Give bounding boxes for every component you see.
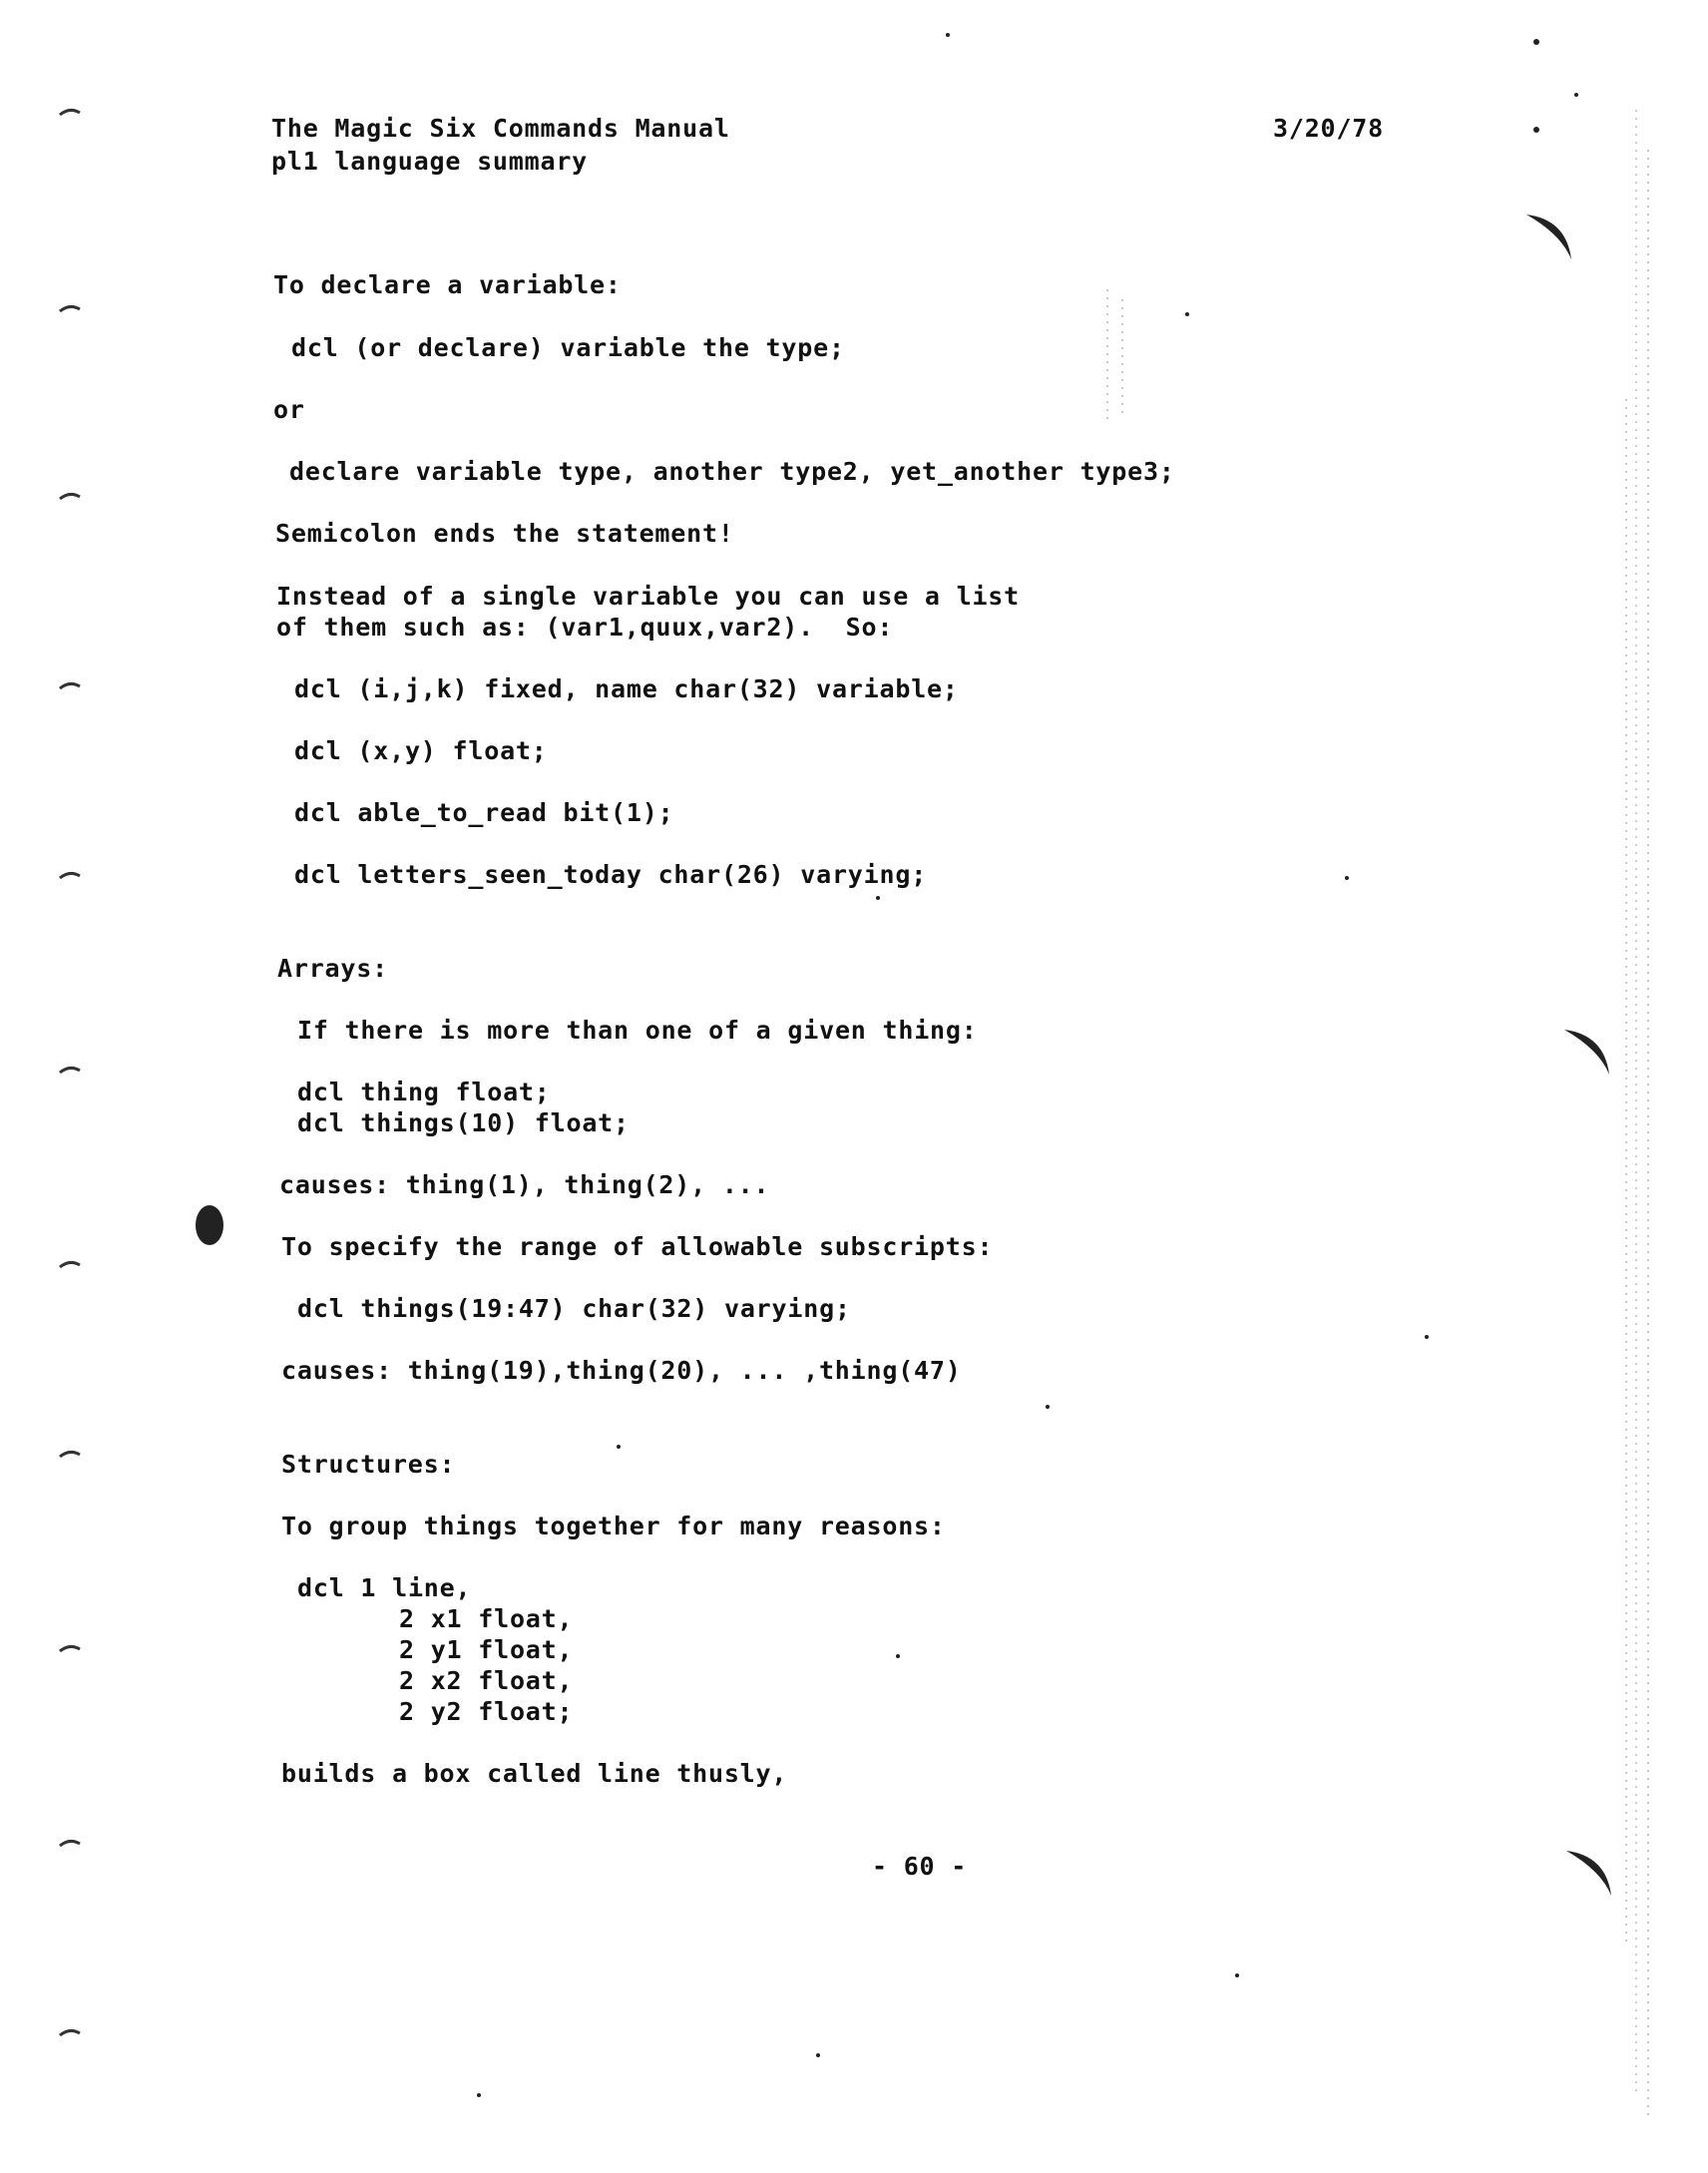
declare-multi-line: declare variable type, another type2, yet_another type3; [289, 457, 1175, 486]
punch-hole-top [1526, 215, 1571, 259]
array-example-2: dcl things(10) float; [297, 1108, 630, 1137]
structure-line-2: 2 x1 float, [399, 1604, 574, 1633]
example-line-4: dcl letters_seen_today char(26) varying; [294, 860, 928, 889]
list-line-2: of them such as: (var1,quux,var2). So: [276, 613, 894, 642]
declare-intro-line: To declare a variable: [273, 270, 622, 299]
or-line: or [273, 395, 305, 424]
punch-hole-middle [1564, 1030, 1609, 1075]
causes-line-2: causes: thing(19),thing(20), ... ,thing(47) [281, 1356, 962, 1385]
page-number: - 60 - [872, 1852, 968, 1881]
structures-heading: Structures: [281, 1450, 456, 1479]
structure-line-4: 2 x2 float, [399, 1666, 574, 1695]
arrays-heading: Arrays: [277, 954, 388, 983]
dcl-syntax-line: dcl (or declare) variable the type; [291, 333, 845, 362]
ink-blot [196, 1205, 223, 1245]
semicolon-line: Semicolon ends the statement! [275, 519, 734, 548]
header-date: 3/20/78 [1273, 114, 1384, 143]
example-line-1: dcl (i,j,k) fixed, name char(32) variable; [294, 674, 959, 703]
manual-title: The Magic Six Commands Manual [271, 114, 730, 143]
structure-line-3: 2 y1 float, [399, 1635, 574, 1664]
builds-line: builds a box called line thusly, [281, 1759, 788, 1788]
arrays-intro-line: If there is more than one of a given thing: [297, 1016, 978, 1045]
section-title: pl1 language summary [271, 147, 589, 176]
list-line-1: Instead of a single variable you can use a list [276, 582, 1021, 611]
causes-line-1: causes: thing(1), thing(2), ... [279, 1170, 770, 1199]
array-example-1: dcl thing float; [297, 1078, 551, 1106]
structure-line-1: dcl 1 line, [297, 1573, 472, 1602]
range-intro-line: To specify the range of allowable subscripts: [281, 1232, 994, 1261]
example-line-2: dcl (x,y) float; [294, 736, 548, 765]
punch-hole-bottom [1566, 1851, 1611, 1896]
example-line-3: dcl able_to_read bit(1); [294, 798, 674, 827]
structures-intro-line: To group things together for many reasons: [281, 1512, 946, 1540]
range-example: dcl things(19:47) char(32) varying; [297, 1294, 851, 1323]
structure-line-5: 2 y2 float; [399, 1697, 574, 1726]
